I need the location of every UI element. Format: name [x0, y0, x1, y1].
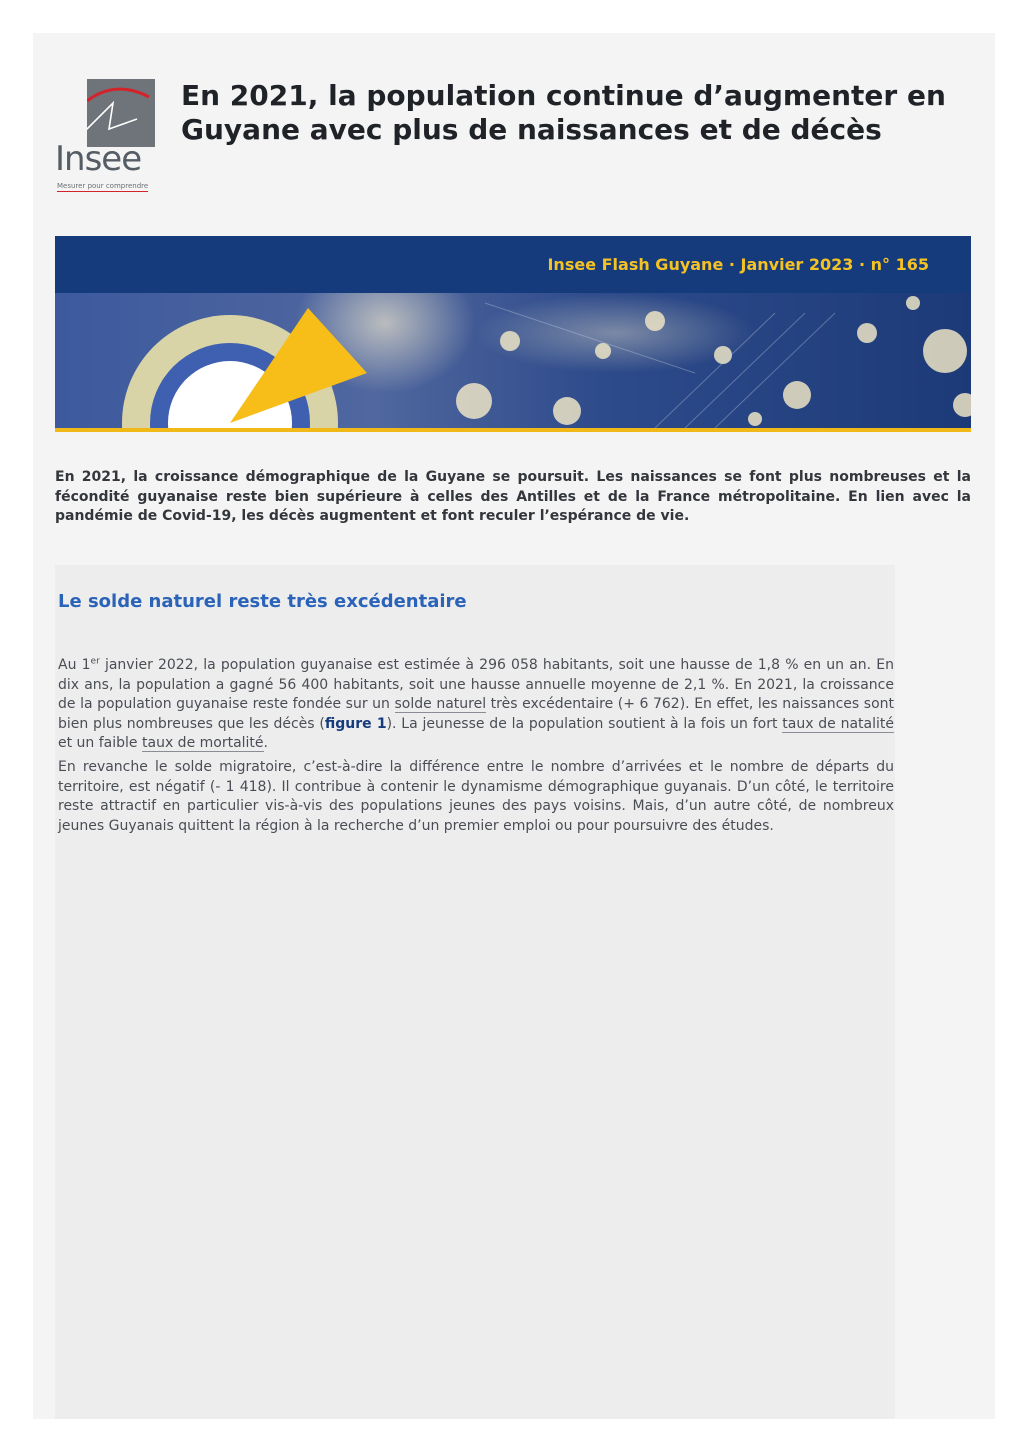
paragraph-migration: En revanche le solde migratoire, c’est-à-dire la différence entre le nombre d’arrivées et le nombre de départs du territoire, est négatif (- 1 418). Il contribue à contenir le dynamisme démographique guyanais. D’un côté, le territoire reste attractif en particulier vis-à-vis des populations jeunes des pays voisins. Mais, d’un autre côté, de nombreux jeunes Guyanais quittent la région à la recherche d’un premier emploi ou pour poursuivre des études.: [58, 759, 894, 834]
header-illustration: [55, 293, 971, 432]
text-run: Au 1: [58, 657, 91, 673]
text-run: ). La jeunesse de la population soutient à la fois un fort: [386, 715, 783, 732]
insee-logo-mark: [87, 79, 155, 147]
article-section: [55, 565, 895, 1419]
page-title: En 2021, la population continue d’augmenter en Guyane avec plus de naissances et de décès: [181, 79, 946, 146]
banner-graphic: [55, 293, 971, 428]
text-run: .: [263, 735, 268, 751]
glossary-link-taux-mortalite[interactable]: taux de mortalité: [142, 735, 264, 751]
publication-band: [55, 236, 971, 293]
ordinal-superscript: er: [90, 656, 100, 667]
document-page: [33, 33, 995, 1419]
section-heading: Le solde naturel reste très excédentaire: [58, 591, 467, 612]
text-run: très excédentaire (+ 6 762). En effet, les naissances sont bien plus nombreuses que les décès (: [58, 696, 894, 732]
glossary-link-taux-natalite[interactable]: taux de natalité: [782, 715, 894, 732]
logo-tagline: Mesurer pour comprendre: [57, 182, 149, 190]
lead-summary: En 2021, la croissance démographique de la Guyane se poursuit. Les naissances se font plus nombreuses et la fécondité guyanaise reste bien supérieure à celles des Antilles et de la France métropolitaine. En lien avec la pandémie de Covid-19, les décès augmentent et font reculer l’espérance de vie.: [55, 469, 971, 524]
paragraph-population: [58, 656, 894, 754]
text-run: janvier 2022, la population guyanaise est estimée à 296 058 habitants, soit une hausse de 1,8 % en un an. En dix ans, la population a gagné 56 400 habitants, soit une hausse annuelle moyenne de 2,1 %. En 2021, la croissance de la population guyanaise reste fondée sur un: [58, 657, 895, 712]
text-run: et un faible: [58, 735, 142, 751]
publication-reference: Insee Flash Guyane · Janvier 2023 · n° 165: [547, 255, 929, 274]
insee-logo[interactable]: [55, 77, 159, 195]
glossary-link-solde-naturel[interactable]: solde naturel: [394, 696, 487, 712]
figure-1-link[interactable]: figure 1: [324, 715, 387, 732]
logo-wordmark: Insee: [55, 139, 142, 179]
